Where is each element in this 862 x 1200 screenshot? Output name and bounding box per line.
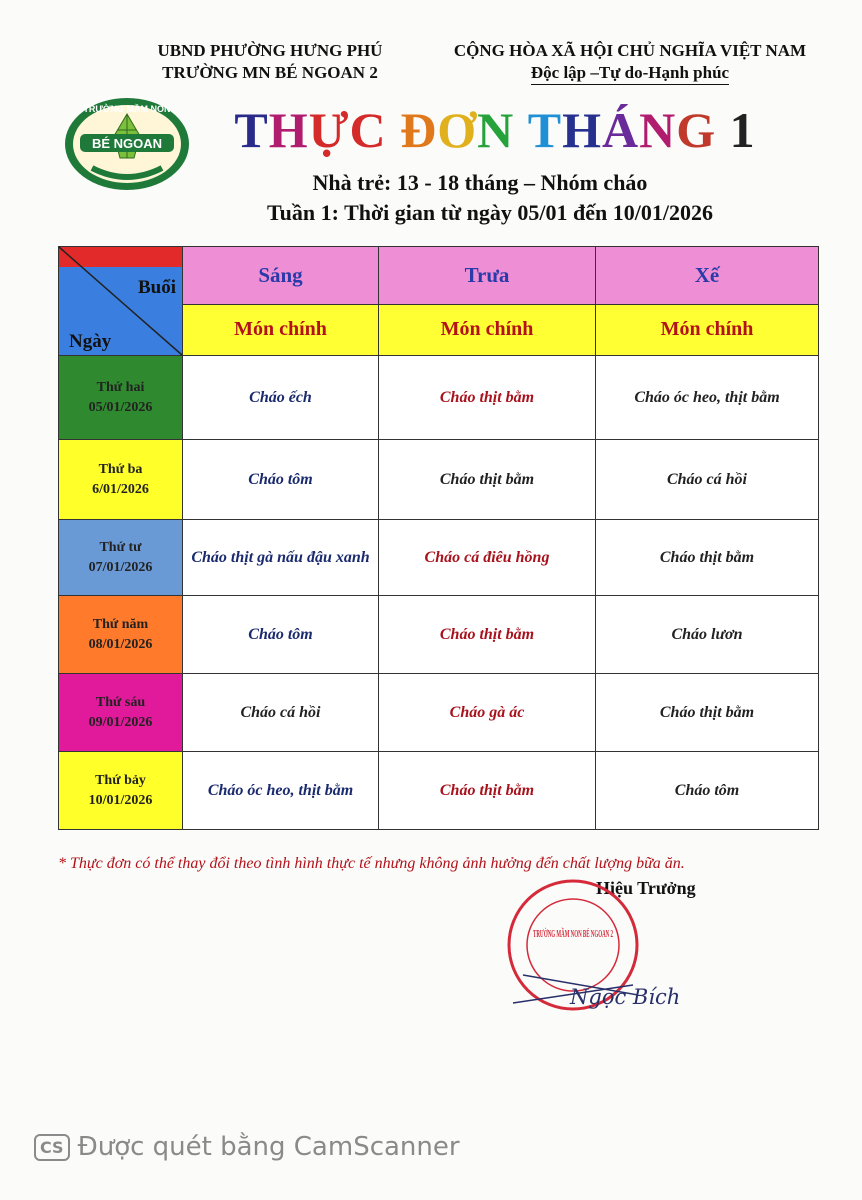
dish-noon: Cháo thịt bằm bbox=[379, 596, 596, 674]
day-date: 08/01/2026 bbox=[88, 636, 153, 652]
title-letter: T bbox=[527, 102, 563, 158]
day-cell bbox=[59, 440, 183, 520]
menu-table bbox=[58, 246, 819, 830]
scanner-watermark bbox=[34, 1132, 460, 1162]
corner-session-label: Buổi bbox=[137, 277, 176, 298]
national-header bbox=[420, 40, 840, 85]
camscanner-logo: CS bbox=[34, 1134, 70, 1161]
day-name: Thứ sáu bbox=[95, 694, 146, 710]
dish-morning: Cháo óc heo, thịt bằm bbox=[183, 752, 379, 830]
org-line-2: TRƯỜNG MN BÉ NGOAN 2 bbox=[162, 63, 378, 82]
title-letter: Ơ bbox=[437, 102, 478, 158]
title-letter: C bbox=[349, 102, 387, 158]
day-cell bbox=[59, 520, 183, 596]
dish-afternoon: Cháo thịt bằm bbox=[596, 674, 819, 752]
day-date: 09/01/2026 bbox=[88, 714, 153, 730]
title-letter bbox=[514, 100, 528, 160]
dish-noon: Cháo cá điêu hồng bbox=[379, 520, 596, 596]
dish-type-noon: Món chính bbox=[379, 304, 596, 355]
title-letter: N bbox=[639, 102, 677, 158]
day-cell bbox=[59, 752, 183, 830]
title-letter: N bbox=[477, 102, 515, 158]
title-letter bbox=[716, 100, 730, 160]
day-name: Thứ năm bbox=[92, 616, 149, 632]
subtitle-week: Tuần 1: Thời gian từ ngày 05/01 đến 10/01/2026 bbox=[267, 200, 713, 225]
title-letter: Ự bbox=[308, 102, 350, 158]
signature-name: Ngọc Bích bbox=[570, 985, 681, 1009]
dish-morning: Cháo tôm bbox=[183, 440, 379, 520]
title-letter: Đ bbox=[400, 102, 438, 158]
table-row bbox=[59, 596, 819, 674]
day-name: Thứ bảy bbox=[95, 772, 146, 788]
session-header-morning: Sáng bbox=[183, 247, 379, 305]
table-row bbox=[59, 674, 819, 752]
logo-top-text: TRƯỜNG MẦM NON bbox=[83, 104, 171, 114]
day-date: 07/01/2026 bbox=[88, 559, 153, 575]
subtitle-group: Nhà trẻ: 13 - 18 tháng – Nhóm cháo bbox=[312, 170, 648, 195]
day-cell bbox=[59, 356, 183, 440]
org-line-1: UBND PHƯỜNG HƯNG PHÚ bbox=[157, 41, 383, 60]
national-line-1: CỘNG HÒA XÃ HỘI CHỦ NGHĨA VIỆT NAM bbox=[453, 41, 807, 60]
dish-noon: Cháo thịt bằm bbox=[379, 356, 596, 440]
day-name: Thứ tư bbox=[99, 539, 142, 555]
page-title bbox=[205, 100, 785, 160]
title-letter: Á bbox=[601, 102, 640, 158]
logo-banner-text: BÉ NGOAN bbox=[91, 136, 163, 151]
session-header-afternoon: Xế bbox=[596, 247, 819, 305]
dish-type-morning: Món chính bbox=[183, 304, 379, 355]
signature-title: Hiệu Trưởng bbox=[596, 878, 696, 898]
dish-afternoon: Cháo thịt bằm bbox=[596, 520, 819, 596]
stamp-text: TRƯỜNG MẦM NON BÉ NGOAN 2 bbox=[533, 928, 711, 940]
dish-morning: Cháo tôm bbox=[183, 596, 379, 674]
table-row bbox=[59, 520, 819, 596]
national-motto: Độc lập –Tự do-Hạnh phúc bbox=[531, 62, 729, 85]
day-date: 6/01/2026 bbox=[92, 481, 149, 497]
school-logo bbox=[62, 96, 192, 192]
dish-morning: Cháo thịt gà nấu đậu xanh bbox=[183, 520, 379, 596]
dish-noon: Cháo gà ác bbox=[379, 674, 596, 752]
title-letter bbox=[387, 100, 401, 160]
session-header-noon: Trưa bbox=[379, 247, 596, 305]
title-letter: T bbox=[234, 102, 269, 158]
dish-afternoon: Cháo cá hồi bbox=[596, 440, 819, 520]
day-name: Thứ ba bbox=[98, 461, 143, 477]
dish-afternoon: Cháo tôm bbox=[596, 752, 819, 830]
scanner-text: Được quét bằng CamScanner bbox=[77, 1132, 460, 1162]
day-name: Thứ hai bbox=[96, 379, 145, 395]
dish-afternoon: Cháo óc heo, thịt bằm bbox=[596, 356, 819, 440]
title-letter: H bbox=[268, 102, 309, 158]
dish-type-afternoon: Món chính bbox=[596, 304, 819, 355]
dish-morning: Cháo ếch bbox=[183, 356, 379, 440]
menu-note: * Thực đơn có thể thay đổi theo tình hình thực tế nhưng không ảnh hưởng đến chất lượng bữa ăn. bbox=[58, 855, 685, 872]
dish-noon: Cháo thịt bằm bbox=[379, 440, 596, 520]
dish-noon: Cháo thịt bằm bbox=[379, 752, 596, 830]
table-row bbox=[59, 752, 819, 830]
table-row bbox=[59, 356, 819, 440]
corner-cell bbox=[59, 247, 183, 356]
dish-afternoon: Cháo lươn bbox=[596, 596, 819, 674]
table-row bbox=[59, 440, 819, 520]
org-header bbox=[120, 40, 420, 84]
dish-morning: Cháo cá hồi bbox=[183, 674, 379, 752]
day-cell bbox=[59, 674, 183, 752]
day-cell bbox=[59, 596, 183, 674]
title-letter: 1 bbox=[729, 102, 756, 158]
day-date: 05/01/2026 bbox=[88, 399, 153, 415]
day-date: 10/01/2026 bbox=[88, 792, 153, 808]
title-letter: G bbox=[676, 102, 717, 158]
title-letter: H bbox=[562, 102, 602, 158]
corner-day-label: Ngày bbox=[69, 331, 112, 352]
